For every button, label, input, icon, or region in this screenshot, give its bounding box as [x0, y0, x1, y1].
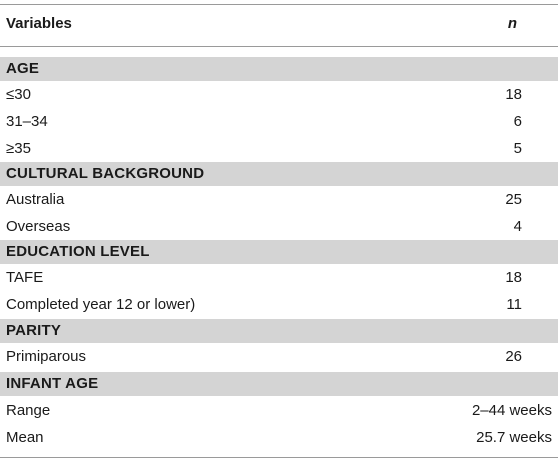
- row-label: Australia: [6, 191, 65, 208]
- table-row: [0, 264, 558, 291]
- row-value: 25.7 weeks: [476, 429, 552, 446]
- row-label: Overseas: [6, 218, 71, 235]
- section-title: CULTURAL BACKGROUND: [6, 165, 205, 182]
- table-header-rule: [0, 46, 558, 47]
- section-age: [0, 57, 558, 81]
- section-title: INFANT AGE: [6, 375, 99, 392]
- section-parity: [0, 319, 558, 343]
- table-row: [0, 291, 558, 318]
- table-row: [0, 186, 558, 213]
- row-value: 11: [506, 296, 522, 313]
- row-label: ≤30: [6, 86, 31, 103]
- row-label: ≥35: [6, 140, 31, 157]
- row-label: Range: [6, 402, 51, 419]
- header-variables: Variables: [6, 15, 72, 32]
- table-row: [0, 343, 558, 370]
- row-label: Primiparous: [6, 348, 87, 365]
- row-value: 4: [513, 218, 522, 235]
- header-n: n: [507, 15, 517, 32]
- table-row: [0, 81, 558, 108]
- table-header-row: [0, 5, 558, 46]
- row-label: Completed year 12 or lower): [6, 296, 196, 313]
- table-row: [0, 397, 558, 424]
- section-education-level: [0, 240, 558, 264]
- table-row: [0, 213, 558, 240]
- row-value: 18: [505, 86, 522, 103]
- section-cultural-background: [0, 162, 558, 186]
- row-value: 26: [505, 348, 522, 365]
- table-bottom-rule: [0, 457, 558, 458]
- row-label: Mean: [6, 429, 44, 446]
- section-title: PARITY: [6, 322, 62, 339]
- table-row: [0, 424, 558, 451]
- section-infant-age: [0, 372, 558, 396]
- row-label: 31–34: [6, 113, 48, 130]
- section-title: EDUCATION LEVEL: [6, 243, 150, 260]
- row-label: TAFE: [6, 269, 44, 286]
- row-value: 6: [513, 113, 522, 130]
- table-row: [0, 108, 558, 135]
- row-value: 25: [505, 191, 522, 208]
- row-value: 5: [513, 140, 522, 157]
- row-value: 18: [505, 269, 522, 286]
- row-value: 2–44 weeks: [471, 402, 552, 419]
- section-title: AGE: [6, 60, 40, 77]
- table-row: [0, 135, 558, 162]
